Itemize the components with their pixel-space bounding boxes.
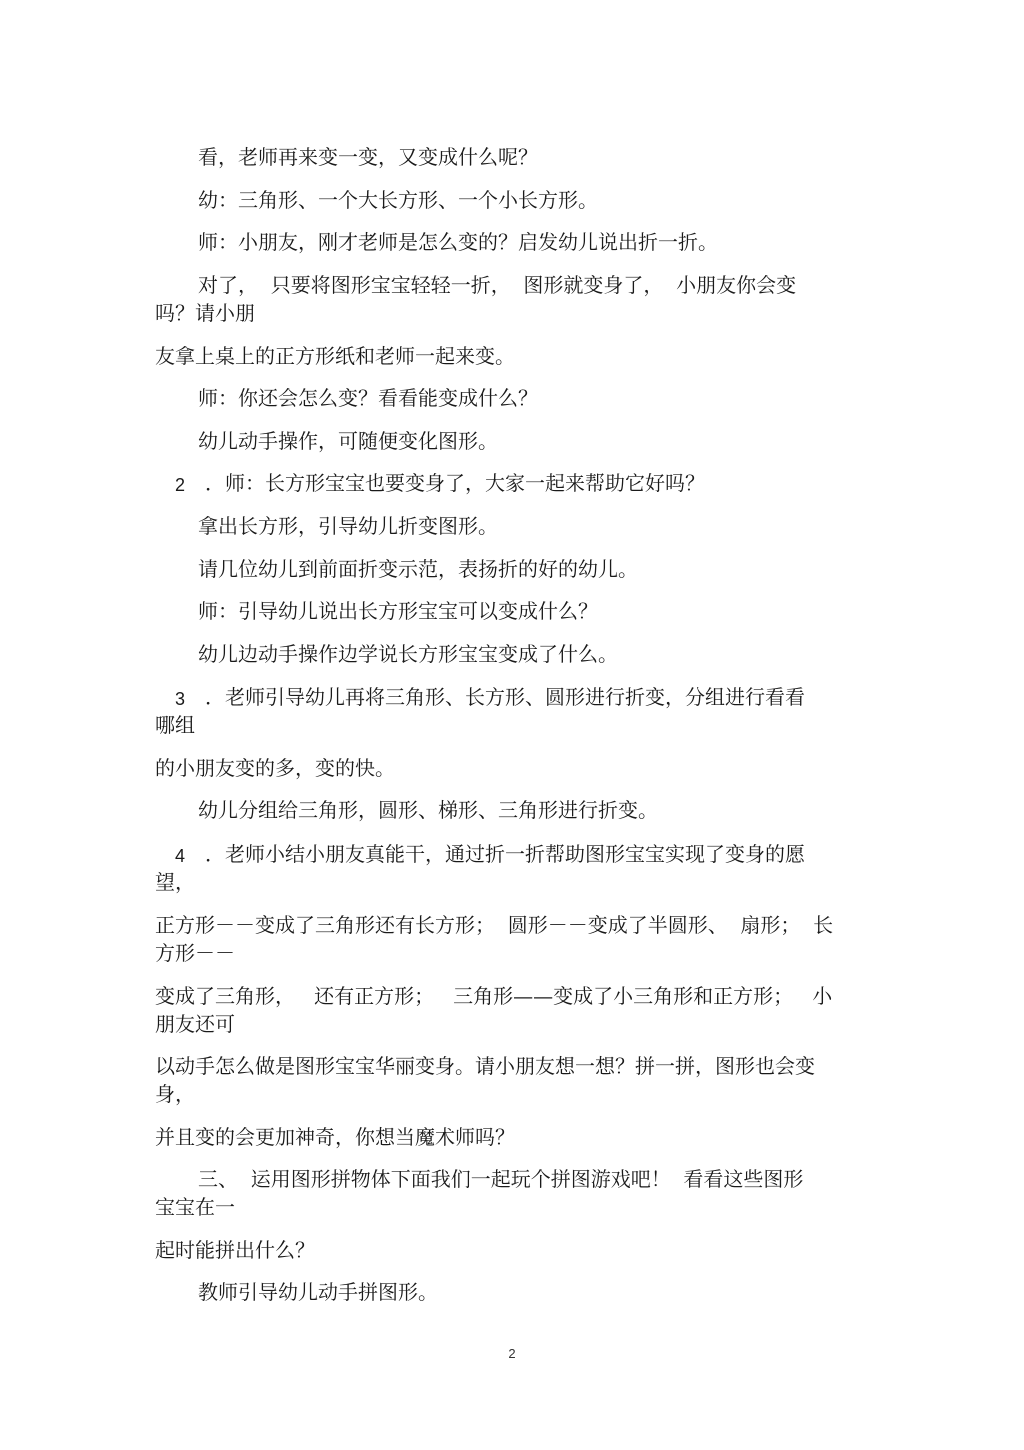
text-line: 对了， 只要将图形宝宝轻轻一折， 图形就变身了， 小朋友你会变 <box>198 273 797 297</box>
text-line: 身， <box>155 1082 195 1106</box>
text-line: 幼儿分组给三角形，圆形、梯形、三角形进行折变。 <box>198 798 658 822</box>
text-line: 师：你还会怎么变？看看能变成什么？ <box>198 386 538 410</box>
text-line: 幼儿边动手操作边学说长方形宝宝变成了什么。 <box>198 642 618 666</box>
text-line: 以动手怎么做是图形宝宝华丽变身。请小朋友想一想？拼一拼，图形也会变 <box>155 1054 815 1078</box>
text-line: 师：引导幼儿说出长方形宝宝可以变成什么？ <box>198 599 598 623</box>
page-number: 2 <box>508 1346 516 1361</box>
text-line: 哪组 <box>155 713 195 737</box>
list-number: 3 <box>175 689 186 709</box>
text-line: 吗？请小朋 <box>155 301 255 325</box>
text-line: 正方形－－变成了三角形还有长方形； 圆形－－变成了半圆形、 扇形； 长 <box>155 913 834 937</box>
text-line: 友拿上桌上的正方形纸和老师一起来变。 <box>155 344 515 368</box>
list-number: 4 <box>175 846 186 866</box>
text-line: ．老师小结小朋友真能干，通过折一折帮助图形宝宝实现了变身的愿 <box>205 842 805 866</box>
text-line: 请几位幼儿到前面折变示范，表扬折的好的幼儿。 <box>198 557 638 581</box>
text-line: 教师引导幼儿动手拼图形。 <box>198 1280 438 1304</box>
list-number: 2 <box>175 475 186 495</box>
text-line: 幼：三角形、一个大长方形、一个小长方形。 <box>198 188 598 212</box>
text-line: 宝宝在一 <box>155 1195 235 1219</box>
text-line: 的小朋友变的多，变的快。 <box>155 756 395 780</box>
text-line: ．师：长方形宝宝也要变身了，大家一起来帮助它好吗？ <box>205 471 705 495</box>
text-line: 方形－－ <box>155 941 235 965</box>
text-line: 望， <box>155 870 195 894</box>
text-line: ．老师引导幼儿再将三角形、长方形、圆形进行折变，分组进行看看 <box>205 685 805 709</box>
text-line: 并且变的会更加神奇，你想当魔术师吗？ <box>155 1125 515 1149</box>
text-line: 朋友还可 <box>155 1012 235 1036</box>
text-line: 师：小朋友，刚才老师是怎么变的？启发幼儿说出折一折。 <box>198 230 718 254</box>
text-line: 三、 运用图形拼物体下面我们一起玩个拼图游戏吧！ 看看这些图形 <box>198 1167 804 1191</box>
text-line: 变成了三角形， 还有正方形； 三角形——变成了小三角形和正方形； 小 <box>155 984 833 1008</box>
text-line: 拿出长方形，引导幼儿折变图形。 <box>198 514 498 538</box>
text-line: 幼儿动手操作，可随便变化图形。 <box>198 429 498 453</box>
text-line: 看，老师再来变一变，又变成什么呢？ <box>198 145 538 169</box>
text-line: 起时能拼出什么？ <box>155 1238 315 1262</box>
